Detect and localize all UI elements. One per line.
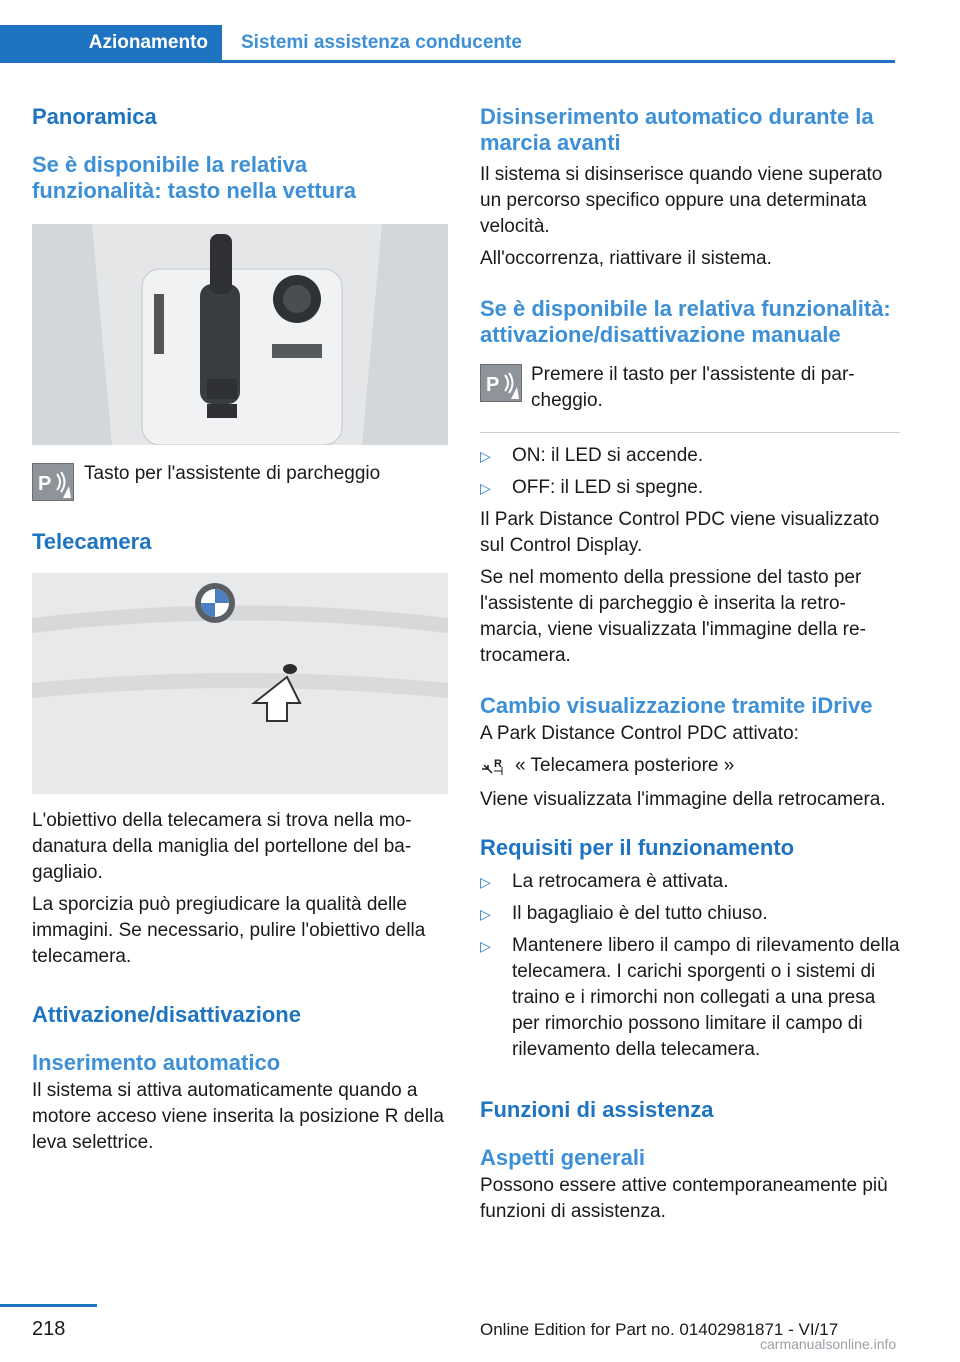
left-column [32,100,448,1156]
footer-divider [0,1304,97,1307]
paragraph-pdc-attivato: A Park Distance Control PDC attivato: [480,723,799,744]
divider [480,432,900,433]
heading-tasto-vettura: Se è disponibile la relativa funzionalità: tasto nella vettura [32,152,356,203]
center-console-illustration [32,224,448,445]
page-header [0,0,895,62]
edition-note: Online Edition for Part no. 01402981871 - VI/17 [480,1320,839,1339]
premere-row [480,364,900,420]
heading-manuale: Se è disponibile la relativa funzionalità: attivazione/disattivazione manuale [480,296,891,347]
caption-tasto: Tasto per l'assistente di parcheggio [84,463,381,484]
header-tab-azionamento [0,25,222,62]
paragraph-visualizzata: Viene visualizzata l'immagine della retrocamera. [480,789,886,810]
heading-idrive: Cambio visualizzazione tramite iDrive [480,693,873,718]
camera-photo [32,573,448,794]
header-divider [0,60,895,63]
paragraph-disinserisce: Il sistema si disinserisce quando viene superato un percorso specifico oppure una determinata velocità. [480,164,883,237]
paragraph-premere: Premere il tasto per l'assistente di parcheggio. [531,364,855,411]
paragraph-obiettivo: L'obiettivo della telecamera si trova nella modanatura della maniglia del portellone del bagagliaio. [32,810,412,883]
heading-disinserimento: Disinserimento automatico durante la marcia avanti [480,104,874,155]
park-assist-icon [32,463,74,501]
right-column [480,100,900,1225]
heading-requisiti: Requisiti per il funzionamento [480,835,795,860]
heading-attivazione: Attivazione/disattivazione [32,1002,301,1027]
paragraph-retro: Se nel momento della pressione del tasto per l'assistente di parcheggio è inserita la retromarcia, viene visualizzata l'immagine della retrocamera. [480,567,866,666]
svg-text:P: P [486,374,500,396]
svg-text:P: P [38,473,52,495]
rear-camera-icon [480,753,506,779]
list-item: ▷ ON: il LED si accende. [480,443,900,469]
menu-item-telecamera: « Telecamera posteriore » [515,755,735,776]
header-tab-sistemi [222,25,895,62]
paragraph-pdc: Il Park Distance Control PDC viene visualizzato sul Control Display. [480,509,880,556]
header-tab-label: Azionamento [88,32,208,53]
heading-funzioni: Funzioni di assistenza [480,1097,714,1122]
caption-row [32,463,448,505]
paragraph-inserimento: Il sistema si attiva automaticamente quando a motore acceso viene inserita la posizione R della leva selettrice. [32,1080,444,1153]
list-item: ▷ Mantenere libero il campo di rilevamento della telecamera. I carichi sporgenti o i sistemi di traino e i rimorchi non collegati a una presa per rimorchio possono limitare il campo di rilevamento della telecamera. [480,935,900,1060]
paragraph-aspetti: Possono essere attive contemporaneamente più funzioni di assistenza. [480,1175,888,1222]
paragraph-sporcizia: La sporcizia può pregiudicare la qualità delle immagini. Se necessario, pulire l'obiettivo della telecamera. [32,894,426,967]
tailgate-camera-illustration [32,573,448,794]
triangle-bullet-icon: ▷ [480,938,491,954]
triangle-bullet-icon: ▷ [480,448,491,464]
heading-telecamera: Telecamera [32,529,152,554]
park-assist-icon [480,364,522,402]
triangle-bullet-icon: ▷ [480,874,491,890]
list-item: ▷ OFF: il LED si spegne. [480,475,900,501]
heading-panoramica: Panoramica [32,104,157,129]
triangle-bullet-icon: ▷ [480,906,491,922]
watermark: carmanualsonline.info [760,1336,897,1352]
heading-inserimento: Inserimento automatico [32,1050,281,1075]
svg-text:R: R [494,758,502,770]
triangle-bullet-icon: ▷ [480,480,491,496]
paragraph-riattivare: All'occorrenza, riattivare il sistema. [480,248,772,269]
page-number: 218 [32,1318,66,1340]
led-list [480,443,900,501]
list-item: ▷ Il bagagliaio è del tutto chiuso. [480,901,900,927]
requisiti-list [480,869,900,1063]
list-item: ▷ La retrocamera è attivata. [480,869,900,895]
heading-aspetti: Aspetti generali [480,1145,646,1170]
menu-row [480,753,900,781]
header-tab-label: Sistemi assistenza conducente [241,32,522,53]
console-photo [32,224,448,445]
